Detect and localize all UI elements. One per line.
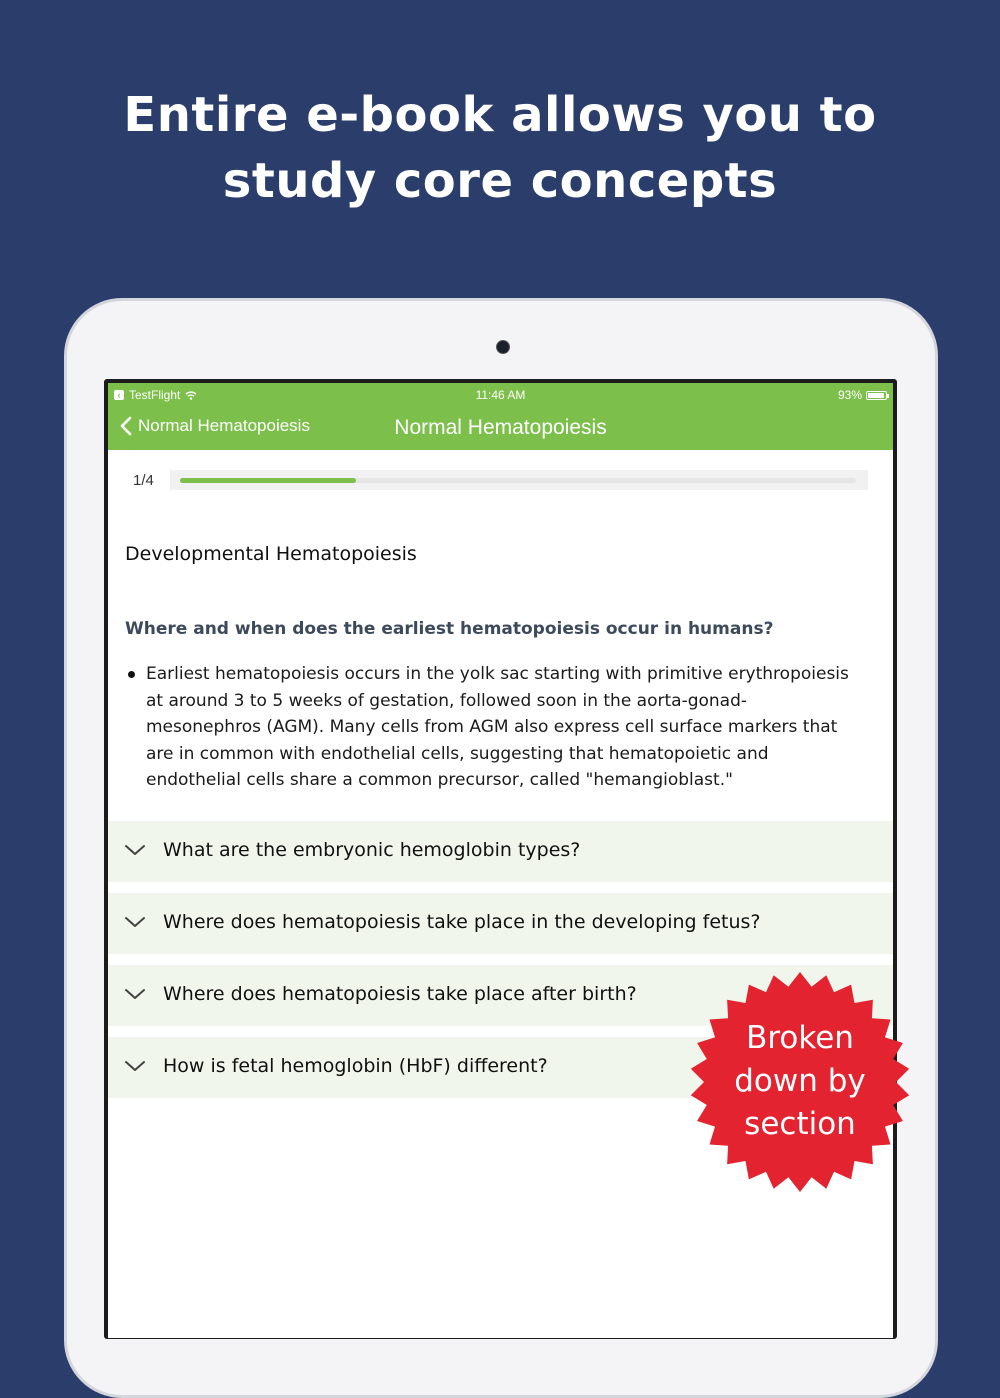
badge-text — [688, 1017, 912, 1146]
testflight-back-icon[interactable]: ‹ — [114, 390, 124, 400]
status-battery — [838, 388, 887, 402]
section-title: Developmental Hematopoiesis — [125, 543, 417, 565]
accordion-label: How is fetal hemoglobin (HbF) different? — [163, 1055, 548, 1077]
headline — [0, 82, 1000, 214]
camera-icon — [496, 340, 510, 354]
badge-line-2: down by — [734, 1063, 866, 1099]
chevron-down-icon — [124, 987, 146, 1001]
badge-line-3: section — [744, 1106, 856, 1142]
accordion-label: What are the embryonic hemoglobin types? — [163, 839, 581, 861]
progress-label: 1/4 — [133, 472, 154, 489]
chevron-down-icon — [124, 915, 146, 929]
headline-line-2: study core concepts — [222, 153, 778, 209]
nav-title: Normal Hematopoiesis — [394, 416, 607, 439]
answer-line: at around 3 to 5 weeks of gestation, followed soon in the aorta-gonad- — [146, 690, 748, 711]
progress-bar — [180, 478, 856, 483]
accordion-label: Where does hematopoiesis take place in the developing fetus? — [163, 911, 761, 933]
answer-bullet — [146, 661, 876, 794]
navigation-bar — [108, 383, 893, 450]
accordion-item-embryonic-hemoglobin[interactable] — [108, 821, 893, 882]
progress-row — [108, 469, 893, 493]
chevron-down-icon — [124, 843, 146, 857]
promo-seal-badge — [688, 970, 912, 1194]
battery-icon — [866, 391, 887, 400]
headline-line-1: Entire e-book allows you to — [123, 87, 877, 143]
answer-line: mesonephros (AGM). Many cells from AGM also express cell surface markers that — [146, 717, 838, 737]
back-button-label: Normal Hematopoiesis — [138, 416, 310, 435]
question-heading: Where and when does the earliest hematopoiesis occur in humans? — [125, 619, 774, 639]
badge-line-1: Broken — [746, 1020, 854, 1056]
status-carrier-label: TestFlight — [129, 388, 181, 402]
bullet-icon — [128, 671, 135, 678]
status-carrier — [114, 388, 197, 402]
battery-percent: 93% — [837, 388, 862, 402]
answer-line: Earliest hematopoiesis occurs in the yolk sac starting with primitive erythropoiesis — [146, 664, 849, 684]
progress-fill — [180, 478, 356, 483]
answer-line: are in common with endothelial cells, suggesting that hematopoietic and — [146, 743, 769, 764]
status-time: 11:46 AM — [475, 388, 526, 402]
accordion-label: Where does hematopoiesis take place after birth? — [163, 983, 637, 1005]
chevron-down-icon — [124, 1059, 146, 1073]
progress-track — [170, 470, 868, 490]
wifi-icon — [185, 391, 197, 400]
accordion-item-fetus-hematopoiesis[interactable] — [108, 893, 893, 954]
answer-line: endothelial cells share a common precursor, called "hemangioblast." — [146, 770, 733, 790]
app-screen — [108, 383, 893, 1338]
